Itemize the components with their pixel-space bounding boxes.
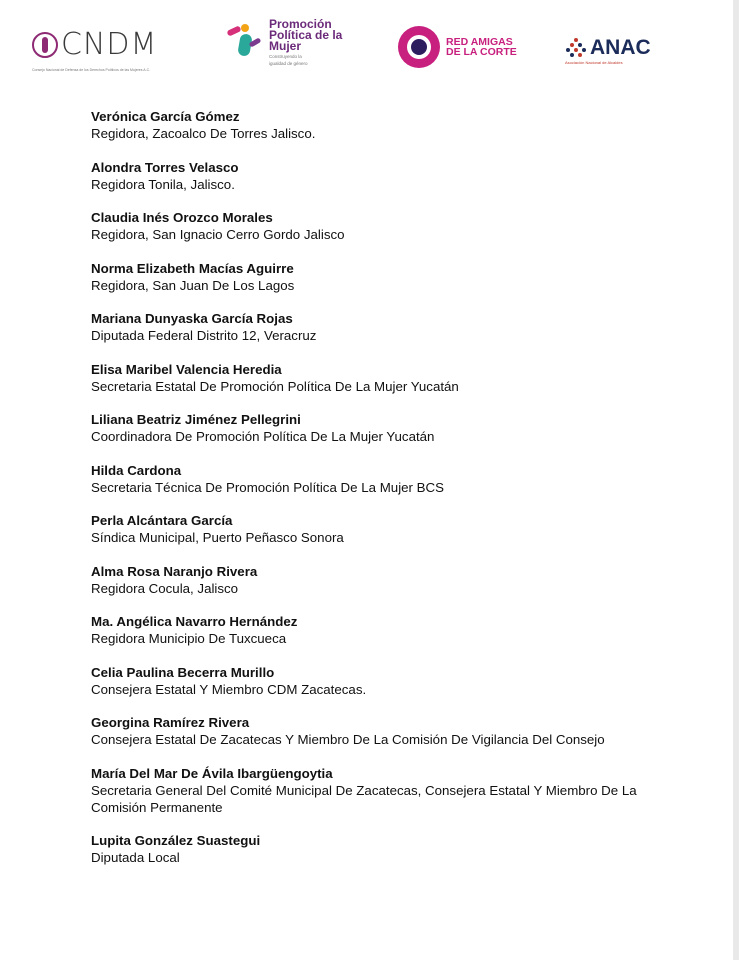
entry-name: Verónica García Gómez bbox=[91, 109, 240, 124]
entry-name: María Del Mar De Ávila Ibargüengoytia bbox=[91, 765, 333, 781]
list-item bbox=[91, 563, 691, 597]
entry-role: Secretaria Estatal De Promoción Política De La Mujer Yucatán bbox=[91, 378, 459, 394]
entry-name: Mariana Dunyaska García Rojas bbox=[91, 311, 293, 326]
entry-role: Regidora, San Juan De Los Lagos bbox=[91, 277, 295, 293]
entry-role: Secretaria General Del Comité Municipal De Zacatecas, Consejera Estatal Y Miembro De La Comisión Permanente bbox=[91, 782, 637, 815]
promocion-politica-logo bbox=[225, 18, 342, 66]
entry-name: Norma Elizabeth Macías Aguirre bbox=[91, 260, 294, 276]
anac-logo-subtitle: Asociación Nacional de Alcaldes bbox=[565, 60, 623, 65]
promocion-politica-text bbox=[269, 16, 343, 66]
entry-role: Regidora Cocula, Jalisco bbox=[91, 580, 239, 596]
anac-logo-text: ANAC bbox=[590, 36, 651, 59]
entry-role: Diputada Federal Distrito 12, Veracruz bbox=[91, 328, 317, 343]
list-item bbox=[91, 310, 691, 344]
entry-name: Claudia Inés Orozco Morales bbox=[91, 210, 273, 225]
red-amigas-logo bbox=[398, 26, 517, 68]
entry-role: Consejera Estatal Y Miembro CDM Zacatecas. bbox=[91, 681, 367, 697]
entry-name: Perla Alcántara García bbox=[91, 513, 233, 528]
list-item bbox=[91, 714, 691, 748]
entry-name: Elisa Maribel Valencia Heredia bbox=[91, 361, 282, 377]
list-item bbox=[91, 512, 691, 546]
list-item bbox=[91, 159, 691, 193]
entry-role: Regidora Tonila, Jalisco. bbox=[91, 176, 235, 192]
anac-dots-icon bbox=[565, 38, 587, 58]
ppm-line-1: Promoción bbox=[269, 16, 332, 31]
list-item bbox=[91, 664, 691, 698]
anac-logo bbox=[565, 36, 651, 65]
cndm-logo-text: CNDM bbox=[61, 27, 158, 62]
list-item bbox=[91, 260, 691, 294]
list-item bbox=[91, 462, 691, 496]
list-item bbox=[91, 108, 691, 142]
cndm-logo-subtitle: Consejo Nacional de Defensa de los Derechos Políticos de las Mujeres A.C. bbox=[32, 68, 151, 72]
entry-name: Celia Paulina Becerra Murillo bbox=[91, 664, 275, 680]
entry-role: Regidora, San Ignacio Cerro Gordo Jalisco bbox=[91, 227, 345, 242]
entry-name: Georgina Ramírez Rivera bbox=[91, 715, 250, 730]
list-item bbox=[91, 411, 691, 445]
entry-name: Alondra Torres Velasco bbox=[91, 159, 239, 175]
red-amigas-q-icon bbox=[398, 26, 440, 68]
page-edge bbox=[733, 0, 739, 960]
entry-name: Hilda Cardona bbox=[91, 462, 182, 478]
red-line-2: DE LA CORTE bbox=[446, 46, 517, 58]
list-item bbox=[91, 361, 691, 395]
red-amigas-text bbox=[446, 37, 517, 57]
entry-role: Regidora, Zacoalco De Torres Jalisco. bbox=[91, 126, 316, 141]
entry-role: Regidora Municipio De Tuxcueca bbox=[91, 631, 287, 646]
entry-role: Coordinadora De Promoción Política De La Mujer Yucatán bbox=[91, 429, 435, 444]
cndm-emblem-icon bbox=[32, 32, 58, 58]
signatories-list bbox=[91, 108, 691, 883]
ppm-line-2: Política de la bbox=[269, 27, 343, 42]
logo-header bbox=[0, 18, 739, 88]
list-item bbox=[91, 209, 691, 243]
entry-role: Secretaria Técnica De Promoción Política De La Mujer BCS bbox=[91, 479, 445, 495]
red-line-1: RED AMIGAS bbox=[446, 36, 513, 48]
entry-role: Consejera Estatal De Zacatecas Y Miembro De La Comisión De Vigilancia Del Consejo bbox=[91, 732, 605, 747]
ppm-line-3: Mujer bbox=[269, 38, 302, 53]
ppm-tagline-2: igualdad de género bbox=[269, 60, 308, 66]
cndm-logo bbox=[32, 27, 158, 72]
list-item bbox=[91, 613, 691, 647]
entry-name: Lupita González Suastegui bbox=[91, 833, 261, 848]
entry-role: Síndica Municipal, Puerto Peñasco Sonora bbox=[91, 530, 344, 545]
list-item bbox=[91, 765, 691, 816]
entry-name: Ma. Angélica Navarro Hernández bbox=[91, 614, 298, 629]
ppm-tagline-1: Construyendo la bbox=[269, 53, 302, 59]
entry-name: Alma Rosa Naranjo Rivera bbox=[91, 563, 258, 579]
entry-name: Liliana Beatriz Jiménez Pellegrini bbox=[91, 412, 301, 427]
list-item bbox=[91, 832, 691, 866]
dancing-figure-icon bbox=[225, 18, 265, 66]
entry-role: Diputada Local bbox=[91, 850, 180, 865]
